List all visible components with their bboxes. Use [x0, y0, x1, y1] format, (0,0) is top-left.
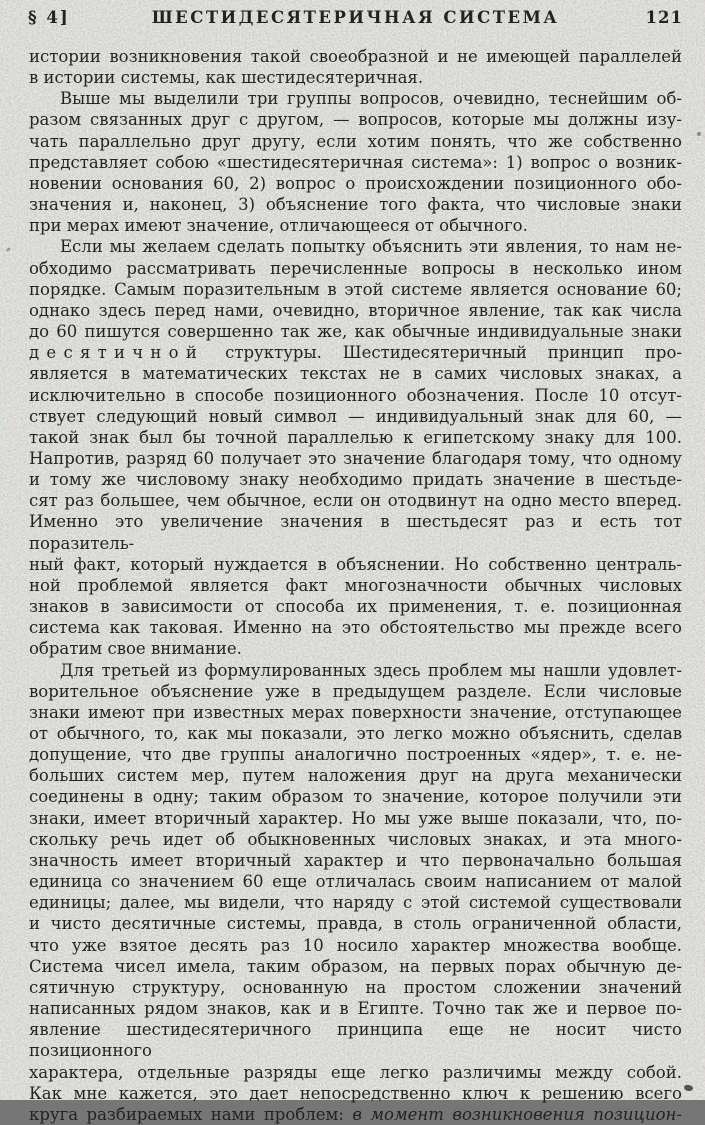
text-line	[29, 913, 682, 934]
text-line	[29, 998, 682, 1019]
text-segment: написанных рядом знаков, как и в Египте. Точно так же и первое по-	[29, 999, 682, 1019]
text-segment: ворительное объяснение уже в предыдущем разделе. Если числовые	[29, 681, 682, 701]
text-line	[29, 744, 682, 765]
text-segment: является в математических текстах не в самих числовых знаках, а	[29, 364, 682, 384]
text-segment: чать параллельно друг другу, если хотим понять, что же собственно	[29, 131, 682, 151]
text-line	[29, 596, 682, 617]
text-line	[29, 511, 682, 553]
text-line	[29, 808, 682, 829]
body-text	[29, 46, 682, 1125]
text-segment: знаков в зависимости от способа их применения, т. е. позиционная	[29, 597, 682, 617]
text-segment: обходимо рассматривать перечисленные вопросы в несколько ином	[29, 258, 682, 278]
text-segment: Именно это увеличение значения в шестьдесят раз и есть тот поразитель-	[29, 512, 682, 553]
page-number: 121	[645, 8, 683, 27]
text-segment: скольку речь идет об обыкновенных числовых знаках, и эта много-	[29, 829, 682, 849]
text-line	[29, 702, 682, 723]
text-segment: круга разбираемых нами проблем:	[29, 1104, 353, 1124]
text-line	[29, 871, 682, 892]
text-line	[29, 956, 682, 977]
text-line	[29, 829, 682, 850]
text-line	[29, 786, 682, 807]
text-segment: истории возникновения такой своеобразной и не имеющей параллелей	[29, 47, 682, 66]
text-line	[29, 194, 682, 215]
text-line	[29, 1104, 682, 1125]
text-segment: Если мы желаем сделать попытку объяснить эти явления, то нам не-	[60, 237, 682, 257]
text-line	[29, 236, 682, 257]
emphasized-word: десятичной	[29, 343, 205, 363]
text-line	[29, 279, 682, 300]
ink-speck	[6, 247, 12, 252]
text-segment: до 60 пишутся совершенно так же, как обычные индивидуальные знаки	[29, 322, 682, 342]
text-line	[29, 300, 682, 321]
text-line	[29, 617, 682, 638]
text-segment: и тому же числовому знаку необходимо придать значение в шестьде-	[29, 470, 682, 490]
text-line	[29, 131, 682, 152]
text-segment: разом связанных друг с другом, — вопросов, которые мы должны изу-	[29, 110, 682, 130]
text-segment: знаки имеют при известных мерах поверхности значение, отступающее	[29, 702, 682, 722]
text-segment: явление шестидесятеричного принципа еще не носит чисто позиционного	[29, 1020, 682, 1061]
text-segment: Выше мы выделили три группы вопросов, очевидно, теснейшим об-	[60, 89, 682, 109]
text-segment: знаки, имеет вторичный характер. Но мы уже выше показали, что, по-	[29, 808, 682, 828]
ink-speck	[697, 132, 701, 136]
text-line	[29, 490, 682, 511]
text-line	[29, 638, 682, 659]
text-line	[29, 215, 682, 236]
text-segment: Система чисел имела, таким образом, на первых порах обычную де-	[29, 956, 682, 976]
text-segment: ный факт, который нуждается в объяснении. Но собственно централь-	[29, 554, 682, 574]
chapter-title: ШЕСТИДЕСЯТЕРИЧНАЯ СИСТЕМА	[151, 8, 560, 27]
running-header	[28, 8, 683, 32]
text-line	[29, 67, 682, 88]
text-segment: представляет собою «шестидесятеричная система»: 1) вопрос о возник-	[29, 152, 682, 172]
text-segment: Напротив, разряд 60 получает это значение благодаря тому, что одному	[29, 448, 682, 468]
text-segment: Как мне кажется, это дает непосредственно ключ к решению всего	[29, 1083, 682, 1103]
text-line	[29, 152, 682, 173]
text-segment: единицы; далее, мы видели, что наряду с этой системой существовали	[29, 893, 682, 913]
text-segment: единица со значением 60 еще отличалась своим написанием от малой	[29, 872, 682, 892]
text-segment: от обычного, то, как мы показали, это легко можно объяснить, сделав	[29, 724, 682, 743]
text-segment: в истории системы, как шестидесятеричная.	[29, 68, 424, 88]
text-segment: ствует следующий новый символ — индивидуальный знак для 60, —	[29, 406, 682, 426]
text-line	[29, 427, 682, 448]
section-marker: § 4]	[28, 8, 70, 27]
text-segment: что уже взятое десять раз 10 носило характер множества вообще.	[29, 935, 682, 955]
text-line	[29, 723, 682, 744]
text-line	[29, 850, 682, 871]
text-line	[29, 660, 682, 681]
text-line	[29, 935, 682, 956]
text-line	[29, 448, 682, 469]
italic-phrase: в момент возникновения позицион-	[352, 1104, 683, 1124]
text-segment: допущение, что две группы аналогично построенных «ядер», т. е. не-	[29, 745, 682, 765]
text-segment: сятичную структуру, основанную на простом сложении значений	[29, 977, 682, 997]
text-line	[29, 258, 682, 279]
text-line	[29, 109, 682, 130]
text-segment: и чисто десятичные системы, правда, в столь ограниченной области,	[29, 914, 682, 934]
text-segment: порядке. Самым поразительным в этой системе является основание 60;	[29, 279, 682, 299]
text-line	[29, 469, 682, 490]
text-segment: система как таковая. Именно на это обстоятельство мы прежде всего	[29, 618, 682, 638]
text-line	[29, 1083, 682, 1104]
text-line	[29, 342, 682, 363]
text-segment: структуры. Шестидесятеричный принцип про-	[204, 343, 682, 363]
text-segment: при мерах имеют значение, отличающееся от обычного.	[29, 216, 528, 236]
text-line	[29, 892, 682, 913]
text-segment: значения и, наконец, 3) объяснение того факта, что числовые знаки	[29, 195, 682, 215]
text-segment: однако здесь перед нами, очевидно, вторичное явление, так как числа	[29, 300, 682, 320]
text-line	[29, 385, 682, 406]
text-line	[29, 1019, 682, 1061]
text-line	[29, 173, 682, 194]
text-segment: Для третьей из формулированных здесь проблем мы нашли удовлет-	[60, 660, 682, 680]
text-line	[29, 765, 682, 786]
text-line	[29, 321, 682, 342]
text-line	[29, 1062, 682, 1083]
text-segment: значность имеет вторичный характер и что первоначально большая	[29, 850, 682, 870]
text-line	[29, 363, 682, 384]
text-segment: больших систем мер, путем наложения друг на друга механически	[29, 766, 682, 786]
text-segment: новении основания 60, 2) вопрос о происхождении позиционного обо-	[29, 173, 682, 193]
text-line	[29, 406, 682, 427]
text-segment: такой знак был бы точной параллелью к египетскому знаку для 100.	[29, 427, 682, 447]
text-line	[29, 575, 682, 596]
text-segment: обратим свое внимание.	[29, 639, 242, 659]
text-line	[29, 46, 682, 67]
text-line	[29, 88, 682, 109]
text-line	[29, 681, 682, 702]
text-line	[29, 977, 682, 998]
text-line	[29, 554, 682, 575]
text-segment: сят раз большее, чем обычное, если он отодвинут на одно место вперед.	[29, 491, 682, 511]
text-segment: соединены в одну; таким образом то значение, которое получили эти	[29, 787, 682, 807]
text-segment: исключительно в способе позиционного обозначения. После 10 отсут-	[29, 385, 682, 405]
text-segment: ной проблемой является факт многозначности обычных числовых	[29, 575, 682, 595]
text-segment: характера, отдельные разряды еще легко различимы между собой.	[29, 1062, 682, 1082]
ink-speck	[683, 1084, 693, 1092]
